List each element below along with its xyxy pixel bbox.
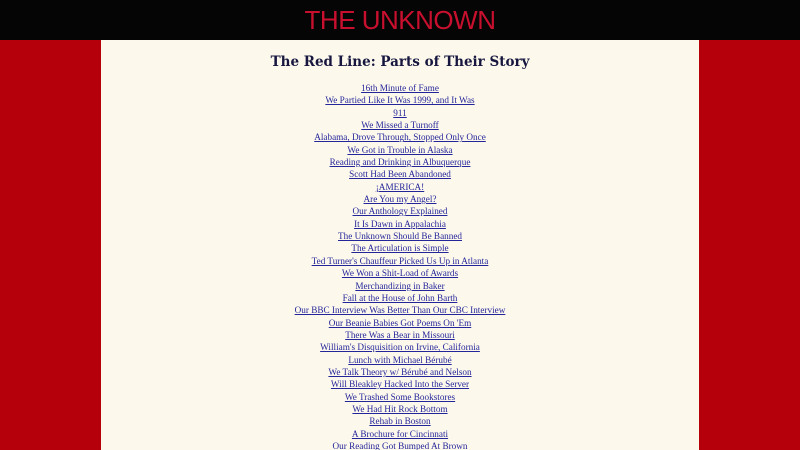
list-item <box>101 203 699 215</box>
story-link[interactable]: Reading and Drinking in Albuquerque <box>329 157 471 168</box>
story-link[interactable]: We Had Hit Rock Bottom <box>352 403 448 414</box>
list-item <box>101 339 699 351</box>
list-item <box>101 438 699 450</box>
list-item <box>101 92 699 104</box>
story-link[interactable]: ¡AMERICA! <box>375 181 425 192</box>
list-item <box>101 389 699 401</box>
list-item <box>101 352 699 364</box>
list-item <box>101 228 699 240</box>
list-item <box>101 364 699 376</box>
list-item <box>101 240 699 252</box>
story-link[interactable]: The Articulation is Simple <box>351 243 449 254</box>
list-item <box>101 216 699 228</box>
story-link[interactable]: The Unknown Should Be Banned <box>337 231 463 242</box>
list-item <box>101 426 699 438</box>
list-item <box>101 191 699 203</box>
list-item <box>101 129 699 141</box>
story-link[interactable]: A Brochure for Cincinnati <box>351 428 449 439</box>
list-item <box>101 327 699 339</box>
story-link[interactable]: Lunch with Michael Bérubé <box>348 354 452 365</box>
story-link[interactable]: We Talk Theory w/ Bérubé and Nelson <box>328 366 472 377</box>
story-link[interactable]: Our Anthology Explained <box>352 206 448 217</box>
list-item <box>101 80 699 92</box>
list-item <box>101 302 699 314</box>
list-item <box>101 179 699 191</box>
story-link[interactable]: We Partied Like It Was 1999, and It Was <box>325 95 475 106</box>
site-logo[interactable]: THE UNKNOWN <box>304 5 496 35</box>
list-item <box>101 253 699 265</box>
page-title: The Red Line: Parts of Their Story <box>270 54 530 70</box>
list-item <box>101 154 699 166</box>
story-link[interactable]: We Got in Trouble in Alaska <box>347 144 453 155</box>
story-link[interactable]: Scott Had Been Abandoned <box>349 169 451 180</box>
list-item <box>101 401 699 413</box>
story-link[interactable]: Our Beanie Babies Got Poems On 'Em <box>328 317 472 328</box>
list-item <box>101 413 699 425</box>
story-link[interactable]: Our BBC Interview Was Better Than Our CBC Interview <box>294 305 506 316</box>
story-link[interactable]: Rehab in Boston <box>369 416 431 427</box>
list-item <box>101 315 699 327</box>
story-link[interactable]: Are You my Angel? <box>363 194 437 205</box>
story-link[interactable]: Will Bleakley Hacked Into the Server <box>330 379 470 390</box>
story-link[interactable]: Fall at the House of John Barth <box>342 292 458 303</box>
story-link[interactable]: Ted Turner's Chauffeur Picked Us Up in Atlanta <box>311 255 489 266</box>
story-link[interactable]: We Won a Shit-Load of Awards <box>341 268 459 279</box>
story-link[interactable]: Alabama, Drove Through, Stopped Only Once <box>314 132 486 143</box>
list-item <box>101 376 699 388</box>
story-link[interactable]: William's Disquisition on Irvine, California <box>320 342 480 353</box>
story-link[interactable]: There Was a Bear in Missouri <box>345 329 455 340</box>
list-item <box>101 142 699 154</box>
story-link[interactable]: 911 <box>393 107 407 118</box>
list-item <box>101 265 699 277</box>
story-link-list <box>101 80 699 450</box>
site-header <box>0 0 800 40</box>
story-link[interactable]: 16th Minute of Fame <box>361 83 439 93</box>
story-link[interactable]: Merchandizing in Baker <box>355 280 445 291</box>
list-item <box>101 278 699 290</box>
story-link[interactable]: It Is Dawn in Appalachia <box>354 218 446 229</box>
story-link[interactable]: Our Reading Got Bumped At Brown <box>332 440 468 450</box>
list-item <box>101 166 699 178</box>
content-panel <box>101 40 699 450</box>
story-link[interactable]: We Trashed Some Bookstores <box>344 391 456 402</box>
list-item <box>101 290 699 302</box>
list-item <box>101 117 699 129</box>
story-link[interactable]: We Missed a Turnoff <box>361 120 439 131</box>
list-item <box>101 105 699 117</box>
